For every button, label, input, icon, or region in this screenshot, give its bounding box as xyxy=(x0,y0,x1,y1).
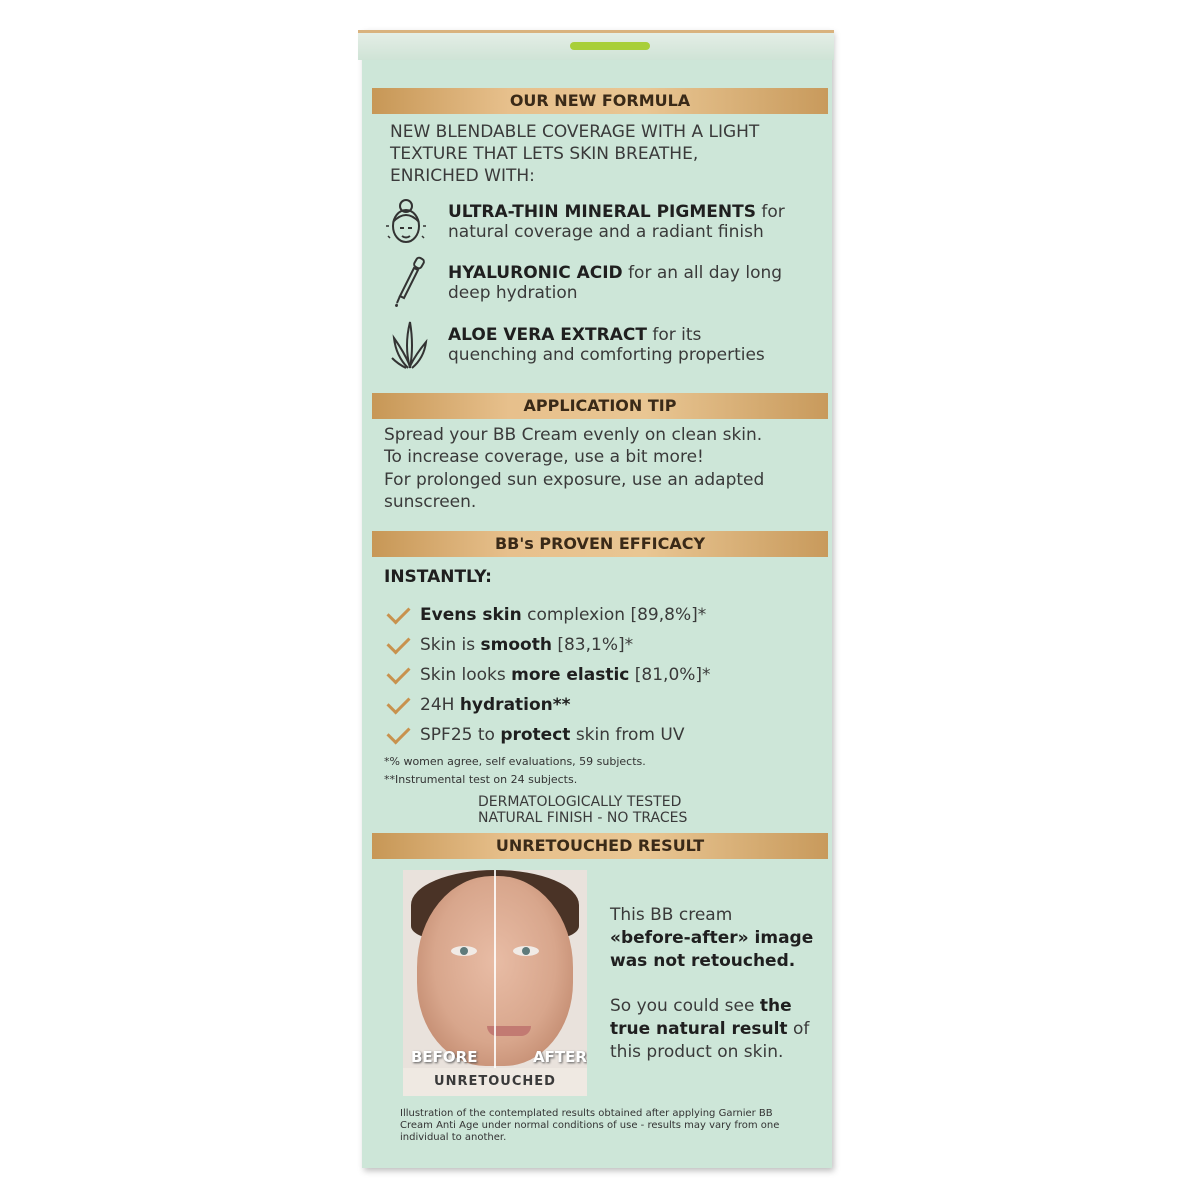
eye xyxy=(513,946,539,956)
result-heading: UNRETOUCHED RESULT xyxy=(372,833,828,859)
face-icon xyxy=(382,196,430,248)
formula-item-1-line2: natural coverage and a radiant finish xyxy=(448,222,764,242)
eye xyxy=(451,946,477,956)
after-label: AFTER xyxy=(533,1048,587,1066)
before-after-divider xyxy=(494,870,496,1068)
efficacy-claim-3: Skin looks more elastic [81,0%]* xyxy=(420,665,711,685)
formula-item-1-line1: ULTRA-THIN MINERAL PIGMENTS for xyxy=(448,202,785,222)
tip-line-2: To increase coverage, use a bit more! xyxy=(384,447,704,467)
tip-heading: APPLICATION TIP xyxy=(372,393,828,419)
disclaimer-1: Illustration of the contemplated results obtained after applying Garnier BB xyxy=(400,1108,773,1119)
efficacy-claim-2: Skin is smooth [83,1%]* xyxy=(420,635,634,655)
formula-intro-1: NEW BLENDABLE COVERAGE WITH A LIGHT xyxy=(390,122,760,142)
result-text-2b: true natural result of xyxy=(610,1019,810,1039)
formula-intro-2: TEXTURE THAT LETS SKIN BREATHE, xyxy=(390,144,699,164)
green-tab xyxy=(570,42,650,50)
tip-line-4: sunscreen. xyxy=(384,492,477,512)
formula-heading: OUR NEW FORMULA xyxy=(372,88,828,114)
efficacy-subheading: INSTANTLY: xyxy=(384,567,492,587)
efficacy-claim-5: SPF25 to protect skin from UV xyxy=(420,725,685,745)
footnote-1: *% women agree, self evaluations, 59 subjects. xyxy=(384,755,646,768)
tested-line-2: NATURAL FINISH - NO TRACES xyxy=(478,810,688,826)
result-text-1c: was not retouched. xyxy=(610,951,796,971)
before-label: BEFORE xyxy=(411,1048,478,1066)
result-text-2a: So you could see the xyxy=(610,996,792,1016)
footnote-2: **Instrumental test on 24 subjects. xyxy=(384,773,578,786)
disclaimer-3: individual to another. xyxy=(400,1132,507,1143)
dropper-icon xyxy=(388,256,428,308)
tip-line-1: Spread your BB Cream evenly on clean skin. xyxy=(384,425,763,445)
formula-item-3-line1: ALOE VERA EXTRACT for its xyxy=(448,325,702,345)
efficacy-heading: BB's PROVEN EFFICACY xyxy=(372,531,828,557)
efficacy-claim-4: 24H hydration** xyxy=(420,695,571,715)
unretouched-label: UNRETOUCHED xyxy=(403,1068,587,1096)
aloe-icon xyxy=(390,318,430,370)
result-text-2c: this product on skin. xyxy=(610,1042,784,1062)
formula-item-2-line2: deep hydration xyxy=(448,283,578,303)
tip-line-3: For prolonged sun exposure, use an adapted xyxy=(384,470,765,490)
disclaimer-2: Cream Anti Age under normal conditions of use - results may vary from one xyxy=(400,1120,780,1131)
result-text-1b: «before-after» image xyxy=(610,928,814,948)
formula-item-3-line2: quenching and comforting properties xyxy=(448,345,765,365)
result-text-1a: This BB cream xyxy=(610,905,733,925)
before-after-photo xyxy=(403,870,587,1096)
formula-intro-3: ENRICHED WITH: xyxy=(390,166,535,186)
efficacy-claim-1: Evens skin complexion [89,8%]* xyxy=(420,605,707,625)
tested-line-1: DERMATOLOGICALLY TESTED xyxy=(478,794,682,810)
formula-item-2-line1: HYALURONIC ACID for an all day long xyxy=(448,263,783,283)
